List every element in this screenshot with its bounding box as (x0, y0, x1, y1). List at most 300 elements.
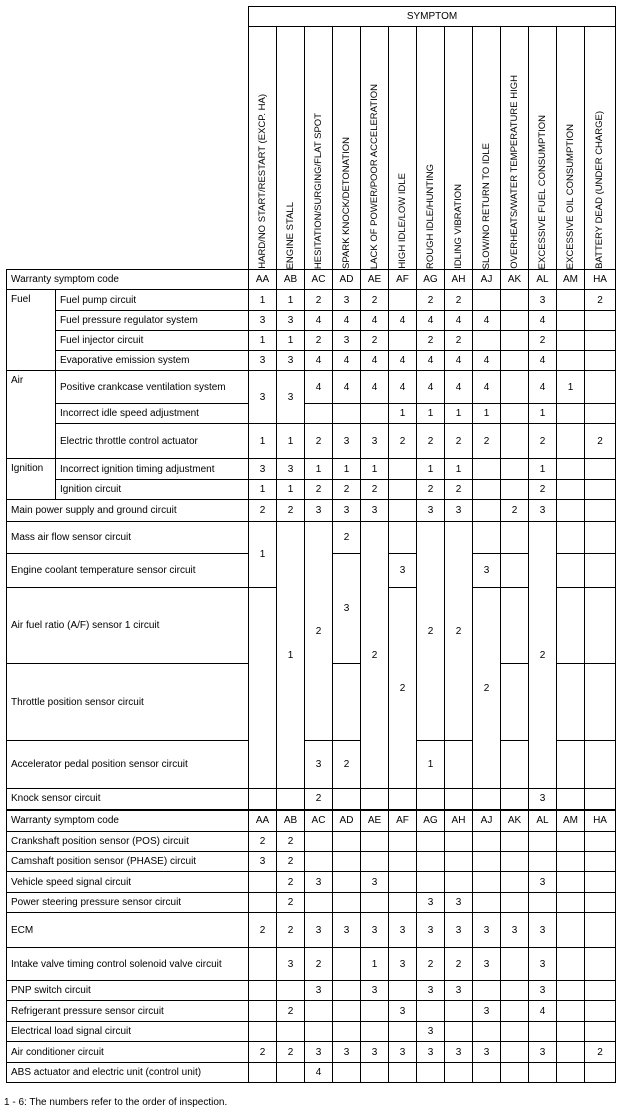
value-cell: 2 (249, 832, 277, 852)
value-cell: 3 (445, 1042, 473, 1063)
table-row (7, 351, 616, 371)
value-cell: 3 (473, 554, 501, 588)
table-row (7, 893, 616, 913)
value-cell (305, 1022, 333, 1042)
value-cell (389, 480, 417, 500)
value-cell (585, 500, 616, 522)
warranty-code: AE (361, 810, 389, 832)
value-cell (333, 1022, 361, 1042)
warranty-code: HA (585, 810, 616, 832)
value-cell (557, 351, 585, 371)
value-cell: 3 (417, 913, 445, 948)
value-cell (501, 554, 529, 588)
footnote: 1 - 6: The numbers refer to the order of inspection. (4, 1097, 228, 1108)
warranty-code: AC (305, 270, 333, 290)
item-label: Power steering pressure sensor circuit (7, 893, 249, 913)
value-cell (389, 290, 417, 311)
value-cell: 2 (361, 522, 389, 789)
value-cell (585, 588, 616, 664)
value-cell: 3 (333, 500, 361, 522)
value-cell (389, 522, 417, 554)
value-cell (585, 789, 616, 810)
value-cell: 3 (249, 852, 277, 872)
value-cell (249, 1063, 277, 1083)
value-cell (445, 832, 473, 852)
value-cell: 1 (389, 404, 417, 424)
value-cell: 1 (333, 459, 361, 480)
value-cell (333, 948, 361, 981)
value-cell: 1 (249, 290, 277, 311)
warranty-code: AH (445, 270, 473, 290)
value-cell (585, 1001, 616, 1022)
value-cell: 2 (417, 424, 445, 459)
value-cell (557, 459, 585, 480)
value-cell: 4 (529, 351, 557, 371)
value-cell (557, 424, 585, 459)
group-label: Ignition (7, 459, 56, 500)
value-cell: 1 (249, 424, 277, 459)
value-cell (473, 893, 501, 913)
item-label: Vehicle speed signal circuit (7, 872, 249, 893)
warranty-code: AF (389, 270, 417, 290)
value-cell (417, 1001, 445, 1022)
value-cell (529, 893, 557, 913)
value-cell (473, 789, 501, 810)
value-cell: 2 (445, 480, 473, 500)
value-cell (473, 981, 501, 1001)
value-cell: 1 (249, 522, 277, 588)
value-cell: 3 (389, 948, 417, 981)
value-cell (501, 948, 529, 981)
value-cell (585, 893, 616, 913)
value-cell: 3 (249, 459, 277, 480)
value-cell: 3 (333, 424, 361, 459)
value-cell: 3 (445, 913, 473, 948)
value-cell: 4 (473, 351, 501, 371)
value-cell: 3 (501, 913, 529, 948)
value-cell (473, 832, 501, 852)
value-cell: 2 (305, 480, 333, 500)
warranty-code: AF (389, 810, 417, 832)
item-label: Crankshaft position sensor (POS) circuit (7, 832, 249, 852)
corner-blank (7, 7, 249, 270)
value-cell (305, 893, 333, 913)
value-cell: 2 (277, 1042, 305, 1063)
value-cell: 2 (277, 832, 305, 852)
value-cell (501, 981, 529, 1001)
value-cell (305, 404, 333, 424)
value-cell: 3 (389, 554, 417, 588)
value-cell (585, 913, 616, 948)
item-label: Evaporative emission system (56, 351, 249, 371)
symptom-label: BATTERY DEAD (UNDER CHARGE) (594, 111, 606, 269)
item-label: Main power supply and ground circuit (7, 500, 249, 522)
item-label: Incorrect idle speed adjustment (56, 404, 249, 424)
value-cell (249, 948, 277, 981)
value-cell: 4 (305, 351, 333, 371)
value-cell (557, 1022, 585, 1042)
table-row (7, 1022, 616, 1042)
symptom-label: IDLING VIBRATION (452, 184, 464, 269)
value-cell (473, 1063, 501, 1083)
value-cell (417, 852, 445, 872)
warranty-code: AB (277, 270, 305, 290)
value-cell: 3 (529, 290, 557, 311)
value-cell: 3 (473, 1001, 501, 1022)
value-cell: 4 (445, 371, 473, 404)
group-label: Air (7, 371, 56, 459)
item-label: Intake valve timing control solenoid valve circuit (7, 948, 249, 981)
value-cell: 3 (417, 981, 445, 1001)
table-row (7, 872, 616, 893)
value-cell: 1 (361, 459, 389, 480)
symptom-label: EXCESSIVE FUEL CONSUMPTION (536, 114, 548, 269)
table-row (7, 500, 616, 522)
value-cell (501, 789, 529, 810)
value-cell: 1 (249, 331, 277, 351)
value-cell: 3 (417, 500, 445, 522)
value-cell (501, 351, 529, 371)
value-cell (585, 311, 616, 331)
value-cell (557, 948, 585, 981)
value-cell: 3 (529, 1042, 557, 1063)
value-cell: 4 (333, 351, 361, 371)
value-cell: 3 (529, 913, 557, 948)
value-cell: 2 (277, 1001, 305, 1022)
value-cell: 4 (529, 1001, 557, 1022)
value-cell (473, 290, 501, 311)
value-cell (501, 872, 529, 893)
table-row (7, 948, 616, 981)
value-cell: 3 (305, 1042, 333, 1063)
value-cell (557, 522, 585, 554)
value-cell (501, 290, 529, 311)
value-cell (445, 1022, 473, 1042)
warranty-code: AE (361, 270, 389, 290)
value-cell (305, 832, 333, 852)
item-label: Throttle position sensor circuit (7, 664, 249, 741)
table-row (7, 480, 616, 500)
value-cell (473, 459, 501, 480)
value-cell: 2 (417, 480, 445, 500)
symptom-table (6, 6, 616, 1083)
value-cell (333, 1063, 361, 1083)
value-cell: 3 (333, 1042, 361, 1063)
value-cell: 2 (277, 872, 305, 893)
value-cell (249, 789, 277, 810)
value-cell (501, 1063, 529, 1083)
value-cell (557, 1063, 585, 1083)
value-cell (249, 1001, 277, 1022)
value-cell: 4 (445, 311, 473, 331)
table-row (7, 913, 616, 948)
value-cell: 2 (333, 522, 361, 554)
value-cell (557, 913, 585, 948)
value-cell (501, 852, 529, 872)
value-cell: 2 (249, 913, 277, 948)
value-cell: 3 (249, 311, 277, 331)
value-cell: 2 (277, 500, 305, 522)
value-cell (501, 741, 529, 789)
warranty-code: AL (529, 270, 557, 290)
value-cell: 2 (445, 522, 473, 741)
value-cell (585, 664, 616, 741)
value-cell (473, 480, 501, 500)
value-cell (501, 664, 529, 741)
value-cell: 3 (529, 500, 557, 522)
value-cell (277, 1022, 305, 1042)
value-cell (277, 789, 305, 810)
value-cell: 3 (305, 913, 333, 948)
value-cell: 2 (305, 290, 333, 311)
value-cell (333, 664, 361, 741)
value-cell: 3 (445, 893, 473, 913)
warranty-code: HA (585, 270, 616, 290)
symptom-header (529, 27, 557, 270)
value-cell: 1 (417, 741, 445, 789)
item-label: Accelerator pedal position sensor circuit (7, 741, 249, 789)
value-cell (501, 424, 529, 459)
symptom-header (445, 27, 473, 270)
value-cell (361, 852, 389, 872)
value-cell (529, 852, 557, 872)
table-row (7, 522, 616, 554)
value-cell (557, 1001, 585, 1022)
value-cell (277, 981, 305, 1001)
value-cell (333, 872, 361, 893)
table-row (7, 311, 616, 331)
value-cell: 4 (361, 371, 389, 404)
value-cell: 3 (417, 893, 445, 913)
value-cell: 4 (529, 371, 557, 404)
value-cell: 3 (529, 948, 557, 981)
value-cell: 4 (473, 371, 501, 404)
item-label: Air conditioner circuit (7, 1042, 249, 1063)
value-cell: 2 (529, 331, 557, 351)
item-label: Camshaft position sensor (PHASE) circuit (7, 852, 249, 872)
value-cell (389, 331, 417, 351)
value-cell: 1 (305, 459, 333, 480)
value-cell (557, 404, 585, 424)
value-cell: 2 (389, 588, 417, 789)
value-cell (389, 500, 417, 522)
warranty-code-label: Warranty symptom code (7, 270, 249, 290)
value-cell: 3 (277, 371, 305, 424)
value-cell: 4 (445, 351, 473, 371)
value-cell (501, 1001, 529, 1022)
value-cell (557, 331, 585, 351)
value-cell (501, 1022, 529, 1042)
value-cell: 3 (529, 981, 557, 1001)
value-cell (361, 404, 389, 424)
value-cell (389, 893, 417, 913)
value-cell (361, 832, 389, 852)
value-cell (529, 832, 557, 852)
value-cell (445, 1063, 473, 1083)
value-cell (585, 331, 616, 351)
value-cell (501, 1042, 529, 1063)
value-cell: 2 (333, 741, 361, 789)
value-cell (585, 522, 616, 554)
value-cell: 3 (473, 913, 501, 948)
symptom-header (417, 27, 445, 270)
value-cell: 4 (389, 311, 417, 331)
value-cell: 3 (389, 1042, 417, 1063)
value-cell (249, 1022, 277, 1042)
value-cell: 4 (417, 311, 445, 331)
value-cell (501, 331, 529, 351)
symptom-header (333, 27, 361, 270)
value-cell (473, 872, 501, 893)
value-cell: 1 (445, 459, 473, 480)
group-label: Fuel (7, 290, 56, 371)
symptom-header (557, 27, 585, 270)
table-row (7, 404, 616, 424)
value-cell: 3 (361, 500, 389, 522)
value-cell (557, 480, 585, 500)
value-cell (501, 588, 529, 664)
value-cell (501, 832, 529, 852)
value-cell (585, 554, 616, 588)
value-cell (249, 872, 277, 893)
value-cell: 3 (305, 500, 333, 522)
item-label: Incorrect ignition timing adjustment (56, 459, 249, 480)
value-cell: 3 (417, 1022, 445, 1042)
table-row (7, 1042, 616, 1063)
item-label: Engine coolant temperature sensor circuit (7, 554, 249, 588)
value-cell (389, 1022, 417, 1042)
value-cell: 3 (249, 351, 277, 371)
value-cell (361, 1001, 389, 1022)
symptom-label: LACK OF POWER/POOR ACCELERATION (368, 83, 380, 269)
value-cell (557, 311, 585, 331)
value-cell (585, 1063, 616, 1083)
item-label: Knock sensor circuit (7, 789, 249, 810)
value-cell (585, 832, 616, 852)
value-cell (361, 789, 389, 810)
value-cell: 2 (473, 588, 501, 789)
table-row (7, 331, 616, 351)
value-cell: 3 (305, 872, 333, 893)
value-cell (333, 1001, 361, 1022)
value-cell (501, 480, 529, 500)
value-cell (501, 404, 529, 424)
value-cell: 2 (529, 480, 557, 500)
value-cell (501, 371, 529, 404)
value-cell (417, 832, 445, 852)
value-cell (249, 588, 277, 789)
warranty-code: AG (417, 810, 445, 832)
value-cell: 2 (305, 789, 333, 810)
value-cell: 2 (305, 424, 333, 459)
table-row (7, 459, 616, 480)
value-cell (501, 311, 529, 331)
value-cell (557, 554, 585, 588)
value-cell (445, 741, 473, 789)
value-cell: 3 (389, 1001, 417, 1022)
item-label: Ignition circuit (56, 480, 249, 500)
value-cell: 2 (417, 948, 445, 981)
value-cell: 2 (445, 948, 473, 981)
value-cell: 4 (361, 351, 389, 371)
value-cell (389, 459, 417, 480)
value-cell: 1 (417, 404, 445, 424)
value-cell (557, 588, 585, 664)
warranty-code: AA (249, 270, 277, 290)
value-cell (557, 832, 585, 852)
value-cell (389, 852, 417, 872)
value-cell: 2 (585, 290, 616, 311)
value-cell: 3 (361, 424, 389, 459)
value-cell: 4 (333, 311, 361, 331)
value-cell (501, 893, 529, 913)
value-cell (585, 1022, 616, 1042)
value-cell: 1 (277, 522, 305, 789)
value-cell: 4 (417, 371, 445, 404)
value-cell: 2 (417, 331, 445, 351)
value-cell (585, 852, 616, 872)
value-cell (585, 351, 616, 371)
value-cell (473, 331, 501, 351)
value-cell: 3 (473, 1042, 501, 1063)
value-cell: 2 (501, 500, 529, 522)
value-cell (333, 852, 361, 872)
warranty-code: AB (277, 810, 305, 832)
value-cell: 4 (305, 1063, 333, 1083)
table-row (7, 1001, 616, 1022)
value-cell (585, 371, 616, 404)
value-cell: 2 (529, 522, 557, 789)
value-cell: 1 (557, 371, 585, 404)
value-cell: 2 (445, 331, 473, 351)
value-cell: 2 (249, 1042, 277, 1063)
value-cell (445, 852, 473, 872)
value-cell (557, 789, 585, 810)
value-cell (473, 522, 501, 554)
warranty-code: AM (557, 810, 585, 832)
value-cell: 2 (305, 948, 333, 981)
symptom-header (277, 27, 305, 270)
warranty-code-row (7, 270, 616, 290)
item-label: Positive crankcase ventilation system (56, 371, 249, 404)
value-cell: 4 (361, 311, 389, 331)
value-cell (557, 664, 585, 741)
item-label: Air fuel ratio (A/F) sensor 1 circuit (7, 588, 249, 664)
value-cell: 2 (361, 480, 389, 500)
value-cell: 1 (473, 404, 501, 424)
table-row (7, 741, 616, 789)
value-cell (361, 1063, 389, 1083)
value-cell (445, 1001, 473, 1022)
value-cell: 2 (305, 331, 333, 351)
value-cell (501, 459, 529, 480)
warranty-code: AD (333, 270, 361, 290)
value-cell: 4 (529, 311, 557, 331)
value-cell: 1 (529, 404, 557, 424)
value-cell (417, 1063, 445, 1083)
warranty-code: AJ (473, 270, 501, 290)
item-label: Electrical load signal circuit (7, 1022, 249, 1042)
item-label: Refrigerant pressure sensor circuit (7, 1001, 249, 1022)
value-cell: 2 (361, 331, 389, 351)
value-cell: 3 (333, 290, 361, 311)
value-cell: 3 (277, 948, 305, 981)
value-cell (557, 981, 585, 1001)
item-label: ABS actuator and electric unit (control unit) (7, 1063, 249, 1083)
symptom-header (249, 27, 277, 270)
symptom-label: OVERHEATS/WATER TEMPERATURE HIGH (508, 75, 520, 269)
value-cell: 3 (389, 913, 417, 948)
